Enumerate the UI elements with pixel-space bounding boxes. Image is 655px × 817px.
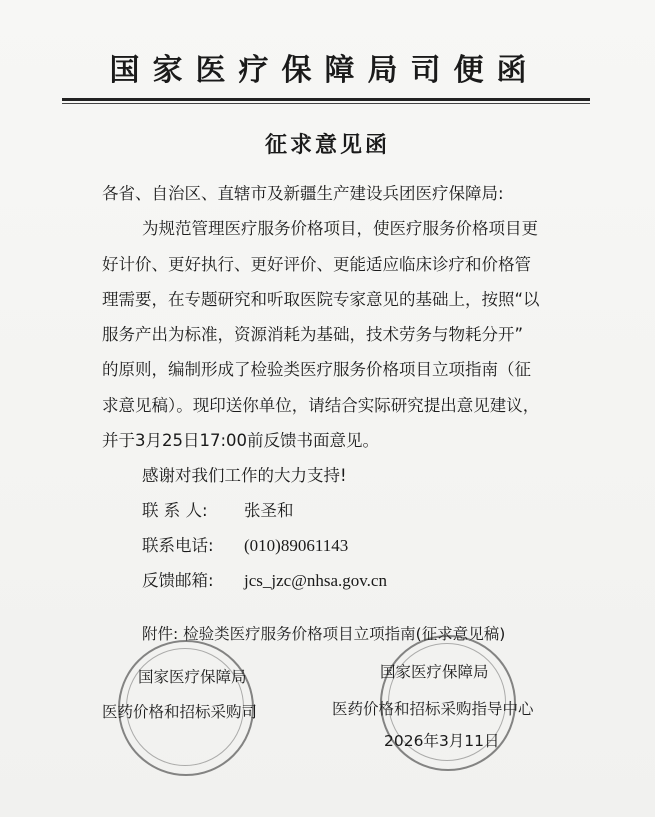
thanks-line: 感谢对我们工作的大力支持! [142,466,347,485]
contact-person-row [142,497,294,521]
body-line: 理需要，在专题研究和听取医院专家意见的基础上，按照“以 [102,290,540,309]
body-line: 求意见稿）。现印送你单位，请结合实际研究提出意见建议， [102,396,540,415]
body-line: 服务产出为标准，资源消耗为基础，技术劳务与物耗分开” [102,325,524,344]
contact-phone-value: (010)89061143 [244,536,349,555]
contact-email-value: jcs_jzc@nhsa.gov.cn [244,571,387,590]
left-signature-org: 国家医疗保障局 [138,668,247,686]
document-title: 征求意见函 [264,133,390,158]
attachment-line: 附件: 检验类医疗服务价格项目立项指南(征求意见稿) [142,625,506,643]
body-line: 好计价、更好执行、更好评价、更能适应临床诊疗和价格管 [102,255,531,274]
signature-date: 2026年3月11日 [384,732,500,750]
contact-person-value: 张圣和 [244,501,294,520]
letterhead-rule-thin [62,103,590,104]
body-line: 的原则，编制形成了检验类医疗服务价格项目立项指南（征 [102,360,531,379]
right-signature-org: 国家医疗保障局 [380,663,489,681]
contact-person-label: 联 系 人: [142,501,208,520]
right-signature-dept: 医药价格和招标采购指导中心 [332,700,534,718]
body-line: 为规范管理医疗服务价格项目，使医疗服务价格项目更 [142,219,538,238]
body-line: 并于3月25日17:00前反馈书面意见。 [102,431,380,450]
contact-email-row [142,567,387,591]
contact-phone-row [142,532,348,556]
letterhead-rule [62,98,590,101]
letterhead-title: 国家医疗保障局司便函 [109,53,540,88]
contact-phone-label: 联系电话: [142,536,214,555]
left-signature-dept: 医药价格和招标采购司 [102,703,258,721]
contact-email-label: 反馈邮箱: [142,571,214,590]
addressee: 各省、自治区、直辖市及新疆生产建设兵团医疗保障局: [102,184,504,203]
